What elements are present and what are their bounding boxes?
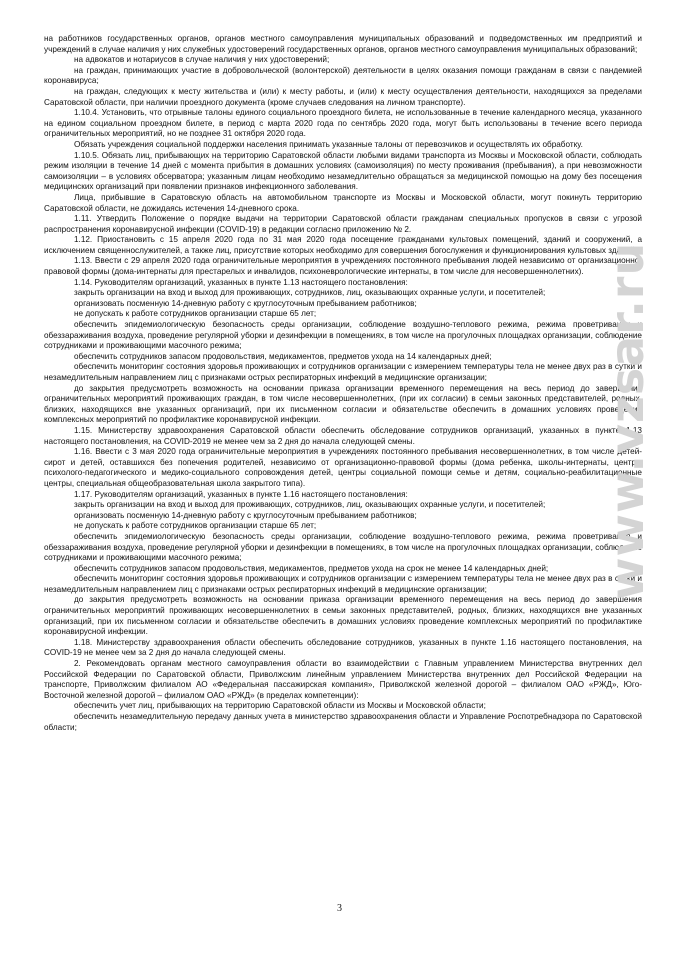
paragraph: обеспечить мониторинг состояния здоровья проживающих и сотрудников организации с измерением температуры тела не менее двух раз в сутки и незамедлительным направлением лиц с признаками острых респираторных инфекций в медицинские организации; [44, 574, 642, 594]
paragraph: не допускать к работе сотрудников организации старше 65 лет; [74, 521, 317, 531]
paragraph: 1.10.5. Обязать лиц, прибывающих на территорию Саратовской области любыми видами транспорта из Москвы и Московской области, соблюдать режим изоляции в течение 14 дней с момента прибытия в домашних условиях (самоизоляция) по месту проживания (пребывания), а при невозможности самоизоляции – в условиях обсерватора; указанным лицам необходимо незамедлительно обращаться за медицинской помощью на дому без посещения медицинских организаций при появлении признаков инфекционного заболевания. [44, 150, 642, 192]
paragraph: обеспечить мониторинг состояния здоровья проживающих и сотрудников организации с измерением температуры тела не менее двух раз в сутки и незамедлительным направлением лиц с признаками острых респираторных инфекций в медицинские организации; [44, 362, 642, 382]
paragraph: обеспечить сотрудников запасом продовольствия, медикаментов, предметов ухода на 14 календарных дней; [74, 351, 492, 361]
paragraph: 1.12. Приостановить с 15 апреля 2020 года по 31 мая 2020 года посещение гражданами культовых помещений, зданий и сооружений, а исключением священнослужителей, а также лиц, присутствие которых необходимо для совершения богослужения и функционирования культовых зданий. [44, 235, 642, 255]
document-body [44, 34, 642, 733]
paragraph: на граждан, принимающих участие в добровольческой (волонтерской) деятельности в целях оказания помощи гражданам в связи с пандемией коронавируса; [44, 65, 642, 86]
paragraph: 2. Рекомендовать органам местного самоуправления области во взаимодействии с Главным управлением Министерства внутренних дел Российской Федерации по Саратовской области, Приволжским линейным управлением Министерства внутренних дел Российской Федерации на транспорте, Приволжским филиалом АО «Федеральная пассажирская компания», Приволжской железной дорогой – филиалом ОАО «РЖД», Юго-Восточной железной дорогой – филиалом ОАО «РЖД» (в пределах компетенции): [44, 659, 642, 700]
watermark: www.vzsar.ru [600, 241, 654, 600]
paragraph: закрыть организации на вход и выход для проживающих, сотрудников, лиц, оказывающих охранные услуги, и посетителей; [74, 288, 546, 298]
paragraph: до закрытия предусмотреть возможность на основании приказа организации временного перемещения на весь период до завершения ограничительных мероприятий проживающих несовершеннолетних в семьи законных представителей, родных, близких, находящихся вне указанных организаций, при их письменном согласии и обязательстве обеспечить в домашних условиях проведение комплексных мероприятий по профилактике коронавирусной инфекции. [44, 595, 642, 637]
paragraph: 1.10.4. Установить, что отрывные талоны единого социального проездного билета, не использованные в течение календарного месяца, указанного на едином социальном проездном билете, в период с марта 2020 года по сентябрь 2020 года, могут быть использованы в течение всего периода ограничительных мероприятий, но не позднее 31 октября 2020 года. [44, 108, 642, 139]
paragraph: 1.15. Министерству здравоохранения Саратовской области обеспечить обследование сотрудников организаций, указанных в пункте 1.13 настоящего постановления, на COVID-2019 не менее чем за 2 дня до начала следующей смены. [44, 425, 642, 446]
paragraph: до закрытия предусмотреть возможность на основании приказа организации временного перемещения на весь период до завершения ограничительных мероприятий проживающих граждан, в том числе несовершеннолетних, (при их согласии) в семьи законных представителей, родных, близких, находящихся вне указанных организаций, при их письменном согласии и обязательстве обеспечить в домашних условиях проведение комплексных мероприятий по профилактике коронавирусной инфекции. [44, 383, 642, 425]
paragraph: 1.17. Руководителям организаций, указанных в пункте 1.16 настоящего постановления: [74, 489, 408, 499]
paragraph: обеспечить сотрудников запасом продовольствия, медикаментов, предметов ухода на срок не менее 14 календарных дней; [74, 563, 549, 573]
paragraph: обеспечить незамедлительную передачу данных учета в министерство здравоохранения области и Управление Роспотребнадзора по Саратовской области; [44, 712, 642, 732]
paragraph: 1.18. Министерству здравоохранения области обеспечить обследование сотрудников, указанных в пункте 1.16 настоящего постановления, на COVID-19 не менее чем за 2 дня до начала следующей смены. [44, 637, 642, 658]
paragraph: обеспечить учет лиц, прибывающих на территорию Саратовской области из Москвы и Московской области; [74, 701, 486, 711]
paragraph: 1.13. Ввести с 29 апреля 2020 года ограничительные мероприятия в учреждениях постоянного пребывания людей независимо от организационно-правовой формы (дома-интернаты для престарелых и инвалидов, психоневрологические интернаты, в том числе для несовершеннолетних). [44, 256, 642, 277]
paragraph: на адвокатов и нотариусов в случае наличия у них удостоверений; [74, 55, 330, 65]
page-number: 3 [337, 903, 342, 914]
paragraph: организовать посменную 14-дневную работу с круглосуточным пребыванием работников; [74, 298, 417, 308]
paragraph: Обязать учреждения социальной поддержки населения принимать указанные талоны от перевозчиков и осуществлять их обработку. [74, 139, 583, 149]
paragraph: Лица, прибывшие в Саратовскую область на автомобильном транспорте из Москвы и Московской области, могут покинуть территорию Саратовской области, не дожидаясь истечения 14-дневного срока. [44, 192, 642, 213]
paragraph: закрыть организации на вход и выход для проживающих, сотрудников, лиц, оказывающих охранные услуги, и посетителей; [74, 500, 546, 510]
paragraph: организовать посменную 14-дневную работу с круглосуточным пребыванием работников; [74, 510, 417, 520]
paragraph: 1.16. Ввести с 3 мая 2020 года ограничительные мероприятия в учреждениях постоянного пребывания несовершеннолетних, в том числе детей-сирот и детей, оставшихся без попечения родителей, независимо от организационно-правовой формы (дома ребенка, школы-интернаты, центры психолого-педагогического и медико-социального сопровождения детей, центры социальной помощи семье и детям, социально-реабилитационные центры, специальная общеобразовательная школа закрытого типа). [44, 447, 642, 488]
paragraph: обеспечить эпидемиологическую безопасность среды организации, соблюдение воздушно-теплового режима, режима проветривания и обеззараживания воздуха, проведение регулярной уборки и дезинфекции в помещениях, в том числе на прогулочных площадках организации, соблюдение сотрудниками и проживающими масочного режима; [44, 320, 642, 351]
paragraph: 1.11. Утвердить Положение о порядке выдачи на территории Саратовской области гражданам специальных пропусков в связи с угрозой распространения коронавирусной инфекции (COVID-19) в редакции согласно приложению № 2. [44, 214, 642, 234]
paragraph: на работников государственных органов, органов местного самоуправления муниципальных образований и подведомственных им предприятий и учреждений в случае наличия у них служебных удостоверений государственных органов, органов местного самоуправления муниципальных образований; [44, 34, 642, 54]
paragraph: на граждан, следующих к месту жительства и (или) к месту работы, и (или) к месту осуществления деятельности, находящихся за пределами Саратовской области, при наличии проездного документа (кроме случаев следования на личном транспорте). [44, 86, 642, 107]
paragraph: 1.14. Руководителям организаций, указанных в пункте 1.13 настоящего постановления: [74, 277, 408, 287]
paragraph: обеспечить эпидемиологическую безопасность среды организации, соблюдение воздушно-теплового режима, режима проветривания и обеззараживания воздуха, проведение регулярной уборки и дезинфекции в помещениях, в том числе на прогулочных площадках организации, соблюдение сотрудниками и проживающими масочного режима; [44, 531, 642, 563]
paragraph: не допускать к работе сотрудников организации старше 65 лет; [74, 309, 317, 319]
